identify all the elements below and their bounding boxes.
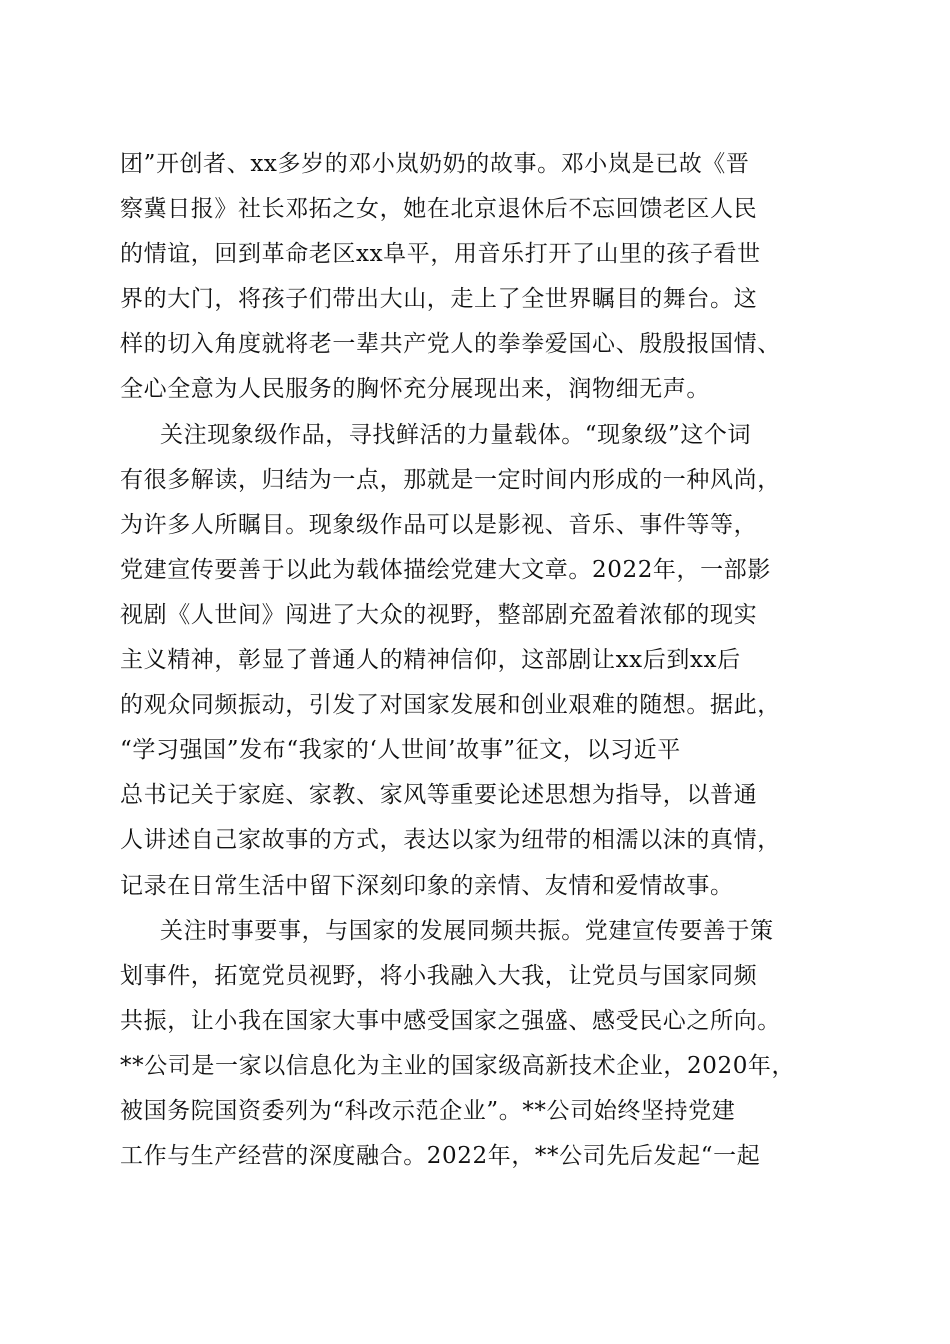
text-line: 全心全意为人民服务的胸怀充分展现出来，润物细无声。	[120, 376, 710, 403]
text-line: 样的切入角度就将老一辈共产党人的拳拳爱国心、殷殷报国情、	[120, 331, 781, 358]
text-line: 有很多解读，归结为一点，那就是一定时间内形成的一种风尚，	[120, 466, 781, 493]
text-line: 为许多人所瞩目。现象级作品可以是影视、音乐、事件等等，	[120, 511, 758, 538]
text-line: 的情谊，回到革命老区xx阜平，用音乐打开了山里的孩子看世	[120, 241, 761, 268]
text-line: 总书记关于家庭、家教、家风等重要论述思想为指导，以普通	[120, 782, 758, 809]
body-text	[120, 142, 852, 1179]
text-line: 工作与生产经营的深度融合。2022年，**公司先后发起“一起	[120, 1143, 761, 1170]
text-line: 划事件，拓宽党员视野，将小我融入大我，让党员与国家同频	[120, 962, 758, 989]
text-line: 党建宣传要善于以此为载体描绘党建大文章。2022年，一部影	[120, 556, 771, 583]
text-line: 的观众同频振动，引发了对国家发展和创业艰难的随想。据此，	[120, 692, 781, 719]
text-line: 察冀日报》社长邓拓之女，她在北京退休后不忘回馈老区人民	[120, 196, 758, 223]
text-line: 共振，让小我在国家大事中感受国家之强盛、感受民心之所向。	[120, 1007, 781, 1034]
text-line: 团”开创者、xx多岁的邓小岚奶奶的故事。邓小岚是已故《晋	[120, 151, 750, 177]
text-line: 关注现象级作品，寻找鲜活的力量载体。“现象级”这个词	[160, 421, 752, 448]
text-line: 人讲述自己家故事的方式，表达以家为纽带的相濡以沫的真情，	[120, 827, 781, 854]
paragraph-1	[120, 142, 852, 413]
text-line: 界的大门，将孩子们带出大山，走上了全世界瞩目的舞台。这	[120, 286, 758, 313]
text-line: 被国务院国资委列为“科改示范企业”。**公司始终坚持党建	[120, 1097, 736, 1124]
text-line: **公司是一家以信息化为主业的国家级高新技术企业，2020年，	[120, 1052, 796, 1079]
paragraph-3	[120, 909, 852, 1180]
text-line: 记录在日常生活中留下深刻印象的亲情、友情和爱情故事。	[120, 872, 734, 899]
paragraph-2	[120, 413, 852, 909]
text-line: 主义精神，彰显了普通人的精神信仰，这部剧让xx后到xx后	[120, 647, 741, 674]
text-line: 关注时事要事，与国家的发展同频共振。党建宣传要善于策	[160, 917, 774, 944]
text-line: 视剧《人世间》闯进了大众的视野，整部剧充盈着浓郁的现实	[120, 601, 758, 628]
text-line: “学习强国”发布“我家的‘人世间’故事”征文，以习近平	[120, 737, 681, 764]
